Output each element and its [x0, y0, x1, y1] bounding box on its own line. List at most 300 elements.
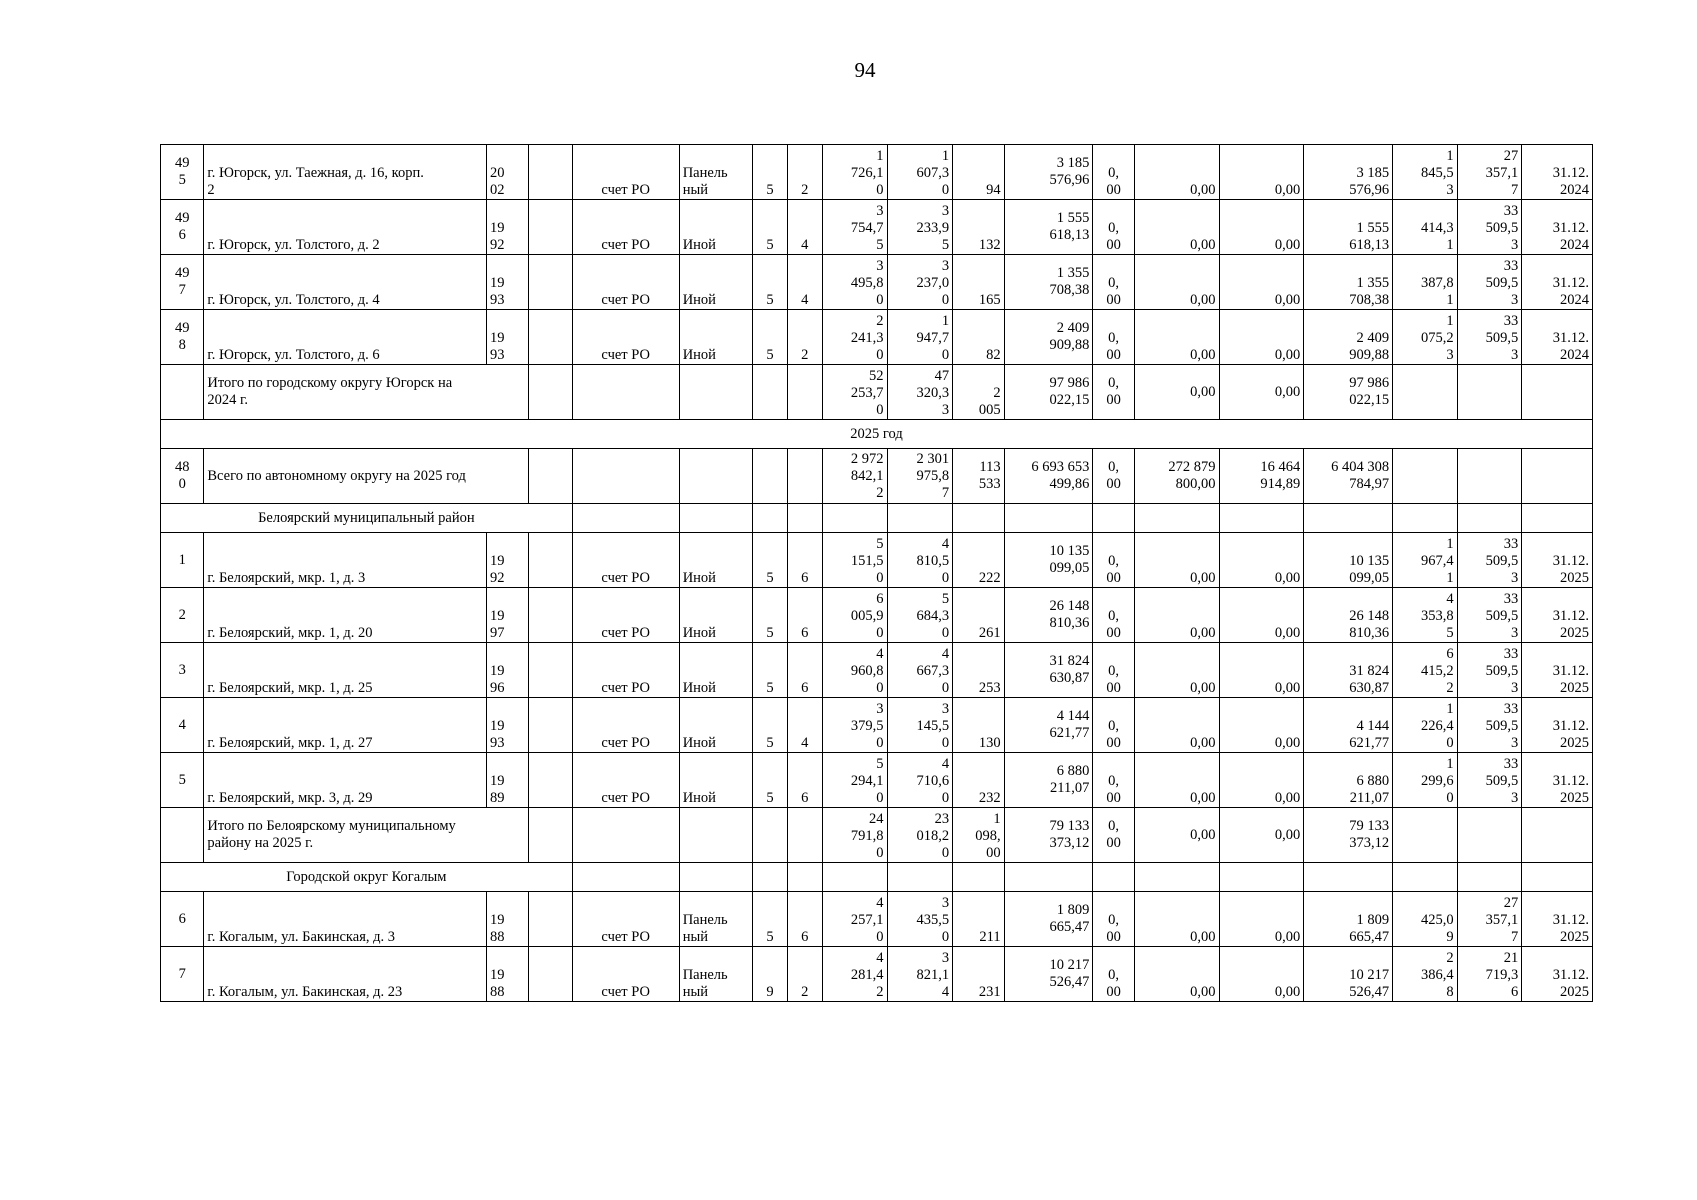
commission-year-cell: 19 93	[486, 255, 528, 310]
empty-cell	[787, 365, 822, 420]
empty-cell	[953, 504, 1004, 533]
unit-cost-cell: 1 075,2 3	[1393, 310, 1458, 365]
max-unit-cost-cell: 27 357,1 7	[1457, 892, 1522, 947]
wall-material-cell: Иной	[679, 255, 753, 310]
wall-material-cell: Иной	[679, 310, 753, 365]
total-cost-cell: 6 693 653 499,86	[1004, 449, 1093, 504]
fund-method-cell: счет РО	[572, 698, 679, 753]
empty-cell	[529, 145, 572, 200]
fund-source-3-cell: 0,00	[1219, 643, 1304, 698]
max-unit-cost-cell: 27 357,1 7	[1457, 145, 1522, 200]
building-row	[161, 255, 1593, 310]
fund-source-1-cell: 0, 00	[1093, 892, 1134, 947]
fund-source-4-cell: 10 217 526,47	[1304, 947, 1393, 1002]
total-area-cell: 3 379,5 0	[822, 698, 887, 753]
total-area-cell: 52 253,7 0	[822, 365, 887, 420]
empty-cell	[1093, 504, 1134, 533]
floors-cell: 5	[753, 753, 787, 808]
total-cost-cell: 97 986 022,15	[1004, 365, 1093, 420]
building-row	[161, 200, 1593, 255]
capital-repair-table	[160, 144, 1593, 1002]
building-row	[161, 643, 1593, 698]
floors-cell: 9	[753, 947, 787, 1002]
floors-cell: 5	[753, 255, 787, 310]
fund-method-cell: счет РО	[572, 947, 679, 1002]
empty-cell	[1522, 808, 1593, 863]
floors-cell: 5	[753, 698, 787, 753]
unit-cost-cell: 1 226,4 0	[1393, 698, 1458, 753]
empty-cell	[1522, 449, 1593, 504]
completion-date-cell: 31.12. 2025	[1522, 753, 1593, 808]
empty-cell	[1457, 863, 1522, 892]
fund-source-2-cell: 0,00	[1134, 698, 1219, 753]
fund-source-2-cell: 0,00	[1134, 808, 1219, 863]
empty-cell	[753, 504, 787, 533]
total-area-cell: 3 495,8 0	[822, 255, 887, 310]
empty-cell	[529, 365, 572, 420]
commission-year-cell: 19 93	[486, 698, 528, 753]
empty-cell	[529, 643, 572, 698]
fund-source-2-cell: 272 879 800,00	[1134, 449, 1219, 504]
fund-source-3-cell: 16 464 914,89	[1219, 449, 1304, 504]
commission-year-cell: 19 97	[486, 588, 528, 643]
fund-method-cell: счет РО	[572, 533, 679, 588]
fund-source-4-cell: 3 185 576,96	[1304, 145, 1393, 200]
residents-cell: 1 098, 00	[953, 808, 1004, 863]
total-area-cell: 3 754,7 5	[822, 200, 887, 255]
empty-cell	[822, 504, 887, 533]
fund-source-4-cell: 10 135 099,05	[1304, 533, 1393, 588]
total-cost-cell: 31 824 630,87	[1004, 643, 1093, 698]
year-header-cell: 2025 год	[161, 420, 1593, 449]
total-cost-cell: 79 133 373,12	[1004, 808, 1093, 863]
grand-total-label-cell: Всего по автономному округу на 2025 год	[204, 449, 529, 504]
living-area-cell: 47 320,3 3	[887, 365, 953, 420]
commission-year-cell: 19 92	[486, 533, 528, 588]
max-unit-cost-cell: 33 509,5 3	[1457, 200, 1522, 255]
fund-method-cell: счет РО	[572, 588, 679, 643]
completion-date-cell: 31.12. 2025	[1522, 588, 1593, 643]
empty-cell	[887, 504, 953, 533]
empty-cell	[529, 449, 572, 504]
empty-cell	[1457, 504, 1522, 533]
residents-cell: 2 005	[953, 365, 1004, 420]
fund-source-1-cell: 0, 00	[1093, 449, 1134, 504]
empty-cell	[529, 588, 572, 643]
empty-cell	[1393, 449, 1458, 504]
living-area-cell: 4 810,5 0	[887, 533, 953, 588]
address-cell: г. Белоярский, мкр. 1, д. 27	[204, 698, 487, 753]
residents-cell: 82	[953, 310, 1004, 365]
fund-source-4-cell: 6 404 308 784,97	[1304, 449, 1393, 504]
residents-cell: 222	[953, 533, 1004, 588]
address-cell: г. Югорск, ул. Таежная, д. 16, корп. 2	[204, 145, 487, 200]
building-row	[161, 145, 1593, 200]
fund-source-1-cell: 0, 00	[1093, 145, 1134, 200]
fund-source-1-cell: 0, 00	[1093, 255, 1134, 310]
residents-cell: 231	[953, 947, 1004, 1002]
commission-year-cell: 19 93	[486, 310, 528, 365]
completion-date-cell: 31.12. 2024	[1522, 310, 1593, 365]
unit-cost-cell: 1 845,5 3	[1393, 145, 1458, 200]
empty-cell	[529, 947, 572, 1002]
entrances-cell: 4	[787, 698, 822, 753]
fund-source-2-cell: 0,00	[1134, 588, 1219, 643]
fund-source-2-cell: 0,00	[1134, 643, 1219, 698]
fund-source-1-cell: 0, 00	[1093, 365, 1134, 420]
empty-cell	[1004, 863, 1093, 892]
fund-source-3-cell: 0,00	[1219, 753, 1304, 808]
empty-cell	[529, 533, 572, 588]
total-area-cell: 24 791,8 0	[822, 808, 887, 863]
empty-cell	[822, 863, 887, 892]
living-area-cell: 3 237,0 0	[887, 255, 953, 310]
empty-cell	[1093, 863, 1134, 892]
fund-source-1-cell: 0, 00	[1093, 698, 1134, 753]
empty-cell	[572, 863, 679, 892]
empty-cell	[1522, 504, 1593, 533]
residents-cell: 94	[953, 145, 1004, 200]
unit-cost-cell: 1 299,6 0	[1393, 753, 1458, 808]
unit-cost-cell: 6 415,2 2	[1393, 643, 1458, 698]
empty-cell	[572, 365, 679, 420]
fund-source-1-cell: 0, 00	[1093, 753, 1134, 808]
unit-cost-cell: 1 967,4 1	[1393, 533, 1458, 588]
total-area-cell: 2 241,3 0	[822, 310, 887, 365]
fund-source-4-cell: 6 880 211,07	[1304, 753, 1393, 808]
address-cell: г. Югорск, ул. Толстого, д. 2	[204, 200, 487, 255]
empty-cell	[1457, 449, 1522, 504]
address-cell: г. Белоярский, мкр. 1, д. 25	[204, 643, 487, 698]
completion-date-cell: 31.12. 2025	[1522, 643, 1593, 698]
wall-material-cell: Иной	[679, 753, 753, 808]
empty-cell	[1457, 365, 1522, 420]
empty-cell	[679, 449, 753, 504]
empty-cell	[572, 449, 679, 504]
empty-cell	[1393, 863, 1458, 892]
building-row	[161, 892, 1593, 947]
row-number-cell: 2	[161, 588, 204, 643]
residents-cell: 211	[953, 892, 1004, 947]
fund-method-cell: счет РО	[572, 892, 679, 947]
unit-cost-cell: 387,8 1	[1393, 255, 1458, 310]
region-header-cell: Белоярский муниципальный район	[161, 504, 573, 533]
fund-source-4-cell: 31 824 630,87	[1304, 643, 1393, 698]
residents-cell: 165	[953, 255, 1004, 310]
row-number-cell: 1	[161, 533, 204, 588]
empty-cell	[679, 504, 753, 533]
max-unit-cost-cell: 33 509,5 3	[1457, 310, 1522, 365]
empty-cell	[1393, 808, 1458, 863]
wall-material-cell: Панель ный	[679, 145, 753, 200]
entrances-cell: 6	[787, 588, 822, 643]
commission-year-cell: 20 02	[486, 145, 528, 200]
max-unit-cost-cell: 33 509,5 3	[1457, 588, 1522, 643]
floors-cell: 5	[753, 145, 787, 200]
fund-source-2-cell: 0,00	[1134, 365, 1219, 420]
building-row	[161, 310, 1593, 365]
fund-source-3-cell: 0,00	[1219, 255, 1304, 310]
total-cost-cell: 4 144 621,77	[1004, 698, 1093, 753]
total-area-cell: 5 294,1 0	[822, 753, 887, 808]
total-area-cell: 5 151,5 0	[822, 533, 887, 588]
fund-source-4-cell: 97 986 022,15	[1304, 365, 1393, 420]
row-number-cell: 3	[161, 643, 204, 698]
page-number: 94	[854, 58, 876, 82]
empty-cell	[679, 365, 753, 420]
region-header-row	[161, 504, 1593, 533]
empty-cell	[1522, 365, 1593, 420]
empty-cell	[753, 449, 787, 504]
address-cell: г. Белоярский, мкр. 1, д. 3	[204, 533, 487, 588]
total-cost-cell: 10 217 526,47	[1004, 947, 1093, 1002]
empty-cell	[1457, 808, 1522, 863]
fund-source-3-cell: 0,00	[1219, 533, 1304, 588]
wall-material-cell: Иной	[679, 588, 753, 643]
entrances-cell: 2	[787, 145, 822, 200]
completion-date-cell: 31.12. 2025	[1522, 892, 1593, 947]
empty-cell	[1522, 863, 1593, 892]
max-unit-cost-cell: 21 719,3 6	[1457, 947, 1522, 1002]
empty-cell	[787, 504, 822, 533]
entrances-cell: 4	[787, 200, 822, 255]
fund-method-cell: счет РО	[572, 145, 679, 200]
empty-cell	[1004, 504, 1093, 533]
entrances-cell: 2	[787, 310, 822, 365]
fund-source-4-cell: 1 809 665,47	[1304, 892, 1393, 947]
address-cell: г. Югорск, ул. Толстого, д. 6	[204, 310, 487, 365]
entrances-cell: 6	[787, 892, 822, 947]
fund-source-4-cell: 2 409 909,88	[1304, 310, 1393, 365]
empty-cell	[887, 863, 953, 892]
total-cost-cell: 1 555 618,13	[1004, 200, 1093, 255]
empty-cell	[787, 808, 822, 863]
fund-source-3-cell: 0,00	[1219, 698, 1304, 753]
fund-source-2-cell: 0,00	[1134, 947, 1219, 1002]
row-number-cell: 49 6	[161, 200, 204, 255]
fund-source-1-cell: 0, 00	[1093, 533, 1134, 588]
unit-cost-cell: 2 386,4 8	[1393, 947, 1458, 1002]
address-cell: г. Когалым, ул. Бакинская, д. 23	[204, 947, 487, 1002]
fund-method-cell: счет РО	[572, 310, 679, 365]
row-number-cell: 4	[161, 698, 204, 753]
empty-cell	[529, 200, 572, 255]
empty-cell	[753, 863, 787, 892]
total-cost-cell: 1 355 708,38	[1004, 255, 1093, 310]
grand-total-row	[161, 449, 1593, 504]
wall-material-cell: Панель ный	[679, 947, 753, 1002]
empty-cell	[753, 808, 787, 863]
address-cell: г. Когалым, ул. Бакинская, д. 3	[204, 892, 487, 947]
fund-source-2-cell: 0,00	[1134, 145, 1219, 200]
empty-cell	[529, 892, 572, 947]
completion-date-cell: 31.12. 2024	[1522, 255, 1593, 310]
living-area-cell: 4 710,6 0	[887, 753, 953, 808]
fund-source-3-cell: 0,00	[1219, 365, 1304, 420]
fund-source-2-cell: 0,00	[1134, 310, 1219, 365]
wall-material-cell: Панель ный	[679, 892, 753, 947]
empty-cell	[753, 365, 787, 420]
empty-cell	[529, 310, 572, 365]
region-header-row	[161, 863, 1593, 892]
floors-cell: 5	[753, 310, 787, 365]
address-cell: г. Белоярский, мкр. 1, д. 20	[204, 588, 487, 643]
commission-year-cell: 19 89	[486, 753, 528, 808]
living-area-cell: 23 018,2 0	[887, 808, 953, 863]
floors-cell: 5	[753, 533, 787, 588]
living-area-cell: 2 301 975,8 7	[887, 449, 953, 504]
completion-date-cell: 31.12. 2025	[1522, 698, 1593, 753]
row-number-cell: 49 5	[161, 145, 204, 200]
fund-source-1-cell: 0, 00	[1093, 588, 1134, 643]
fund-source-3-cell: 0,00	[1219, 892, 1304, 947]
address-cell: г. Белоярский, мкр. 3, д. 29	[204, 753, 487, 808]
completion-date-cell: 31.12. 2024	[1522, 200, 1593, 255]
max-unit-cost-cell: 33 509,5 3	[1457, 698, 1522, 753]
max-unit-cost-cell: 33 509,5 3	[1457, 753, 1522, 808]
row-number-cell: 7	[161, 947, 204, 1002]
empty-cell	[787, 449, 822, 504]
commission-year-cell: 19 88	[486, 947, 528, 1002]
empty-cell	[1134, 504, 1219, 533]
residents-cell: 261	[953, 588, 1004, 643]
empty-cell	[1393, 365, 1458, 420]
fund-method-cell: счет РО	[572, 753, 679, 808]
living-area-cell: 1 947,7 0	[887, 310, 953, 365]
floors-cell: 5	[753, 643, 787, 698]
empty-cell	[161, 808, 204, 863]
fund-source-2-cell: 0,00	[1134, 255, 1219, 310]
empty-cell	[1134, 863, 1219, 892]
entrances-cell: 6	[787, 643, 822, 698]
building-row	[161, 588, 1593, 643]
total-area-cell: 4 281,4 2	[822, 947, 887, 1002]
empty-cell	[529, 808, 572, 863]
residents-cell: 232	[953, 753, 1004, 808]
total-cost-cell: 2 409 909,88	[1004, 310, 1093, 365]
fund-source-4-cell: 79 133 373,12	[1304, 808, 1393, 863]
fund-source-2-cell: 0,00	[1134, 892, 1219, 947]
entrances-cell: 6	[787, 533, 822, 588]
commission-year-cell: 19 88	[486, 892, 528, 947]
fund-source-3-cell: 0,00	[1219, 808, 1304, 863]
fund-source-3-cell: 0,00	[1219, 588, 1304, 643]
fund-source-3-cell: 0,00	[1219, 145, 1304, 200]
fund-source-1-cell: 0, 00	[1093, 808, 1134, 863]
building-row	[161, 753, 1593, 808]
wall-material-cell: Иной	[679, 643, 753, 698]
total-area-cell: 2 972 842,1 2	[822, 449, 887, 504]
total-area-cell: 4 960,8 0	[822, 643, 887, 698]
entrances-cell: 2	[787, 947, 822, 1002]
empty-cell	[1219, 863, 1304, 892]
fund-source-2-cell: 0,00	[1134, 533, 1219, 588]
empty-cell	[679, 863, 753, 892]
empty-cell	[572, 808, 679, 863]
completion-date-cell: 31.12. 2024	[1522, 145, 1593, 200]
row-number-cell: 6	[161, 892, 204, 947]
building-row	[161, 698, 1593, 753]
total-area-cell: 1 726,1 0	[822, 145, 887, 200]
living-area-cell: 3 145,5 0	[887, 698, 953, 753]
empty-cell	[1219, 504, 1304, 533]
living-area-cell: 3 821,1 4	[887, 947, 953, 1002]
empty-cell	[529, 698, 572, 753]
max-unit-cost-cell: 33 509,5 3	[1457, 255, 1522, 310]
fund-method-cell: счет РО	[572, 643, 679, 698]
residents-cell: 132	[953, 200, 1004, 255]
living-area-cell: 5 684,3 0	[887, 588, 953, 643]
residents-cell: 253	[953, 643, 1004, 698]
total-cost-cell: 1 809 665,47	[1004, 892, 1093, 947]
commission-year-cell: 19 92	[486, 200, 528, 255]
address-cell: г. Югорск, ул. Толстого, д. 4	[204, 255, 487, 310]
row-number-cell: 49 7	[161, 255, 204, 310]
residents-cell: 113 533	[953, 449, 1004, 504]
completion-date-cell: 31.12. 2025	[1522, 533, 1593, 588]
living-area-cell: 1 607,3 0	[887, 145, 953, 200]
row-number-cell: 49 8	[161, 310, 204, 365]
max-unit-cost-cell: 33 509,5 3	[1457, 533, 1522, 588]
total-cost-cell: 10 135 099,05	[1004, 533, 1093, 588]
fund-source-1-cell: 0, 00	[1093, 310, 1134, 365]
fund-method-cell: счет РО	[572, 255, 679, 310]
entrances-cell: 4	[787, 255, 822, 310]
region-header-cell: Городской округ Когалым	[161, 863, 573, 892]
living-area-cell: 3 435,5 0	[887, 892, 953, 947]
total-area-cell: 4 257,1 0	[822, 892, 887, 947]
commission-year-cell: 19 96	[486, 643, 528, 698]
living-area-cell: 3 233,9 5	[887, 200, 953, 255]
total-cost-cell: 6 880 211,07	[1004, 753, 1093, 808]
row-number-cell: 48 0	[161, 449, 204, 504]
empty-cell	[1304, 504, 1393, 533]
empty-cell	[529, 255, 572, 310]
fund-source-4-cell: 1 355 708,38	[1304, 255, 1393, 310]
fund-source-2-cell: 0,00	[1134, 200, 1219, 255]
empty-cell	[572, 504, 679, 533]
wall-material-cell: Иной	[679, 533, 753, 588]
fund-source-4-cell: 4 144 621,77	[1304, 698, 1393, 753]
total-area-cell: 6 005,9 0	[822, 588, 887, 643]
fund-source-2-cell: 0,00	[1134, 753, 1219, 808]
subtotal-row	[161, 808, 1593, 863]
building-row	[161, 947, 1593, 1002]
empty-cell	[1393, 504, 1458, 533]
living-area-cell: 4 667,3 0	[887, 643, 953, 698]
building-row	[161, 533, 1593, 588]
unit-cost-cell: 4 353,8 5	[1393, 588, 1458, 643]
fund-source-1-cell: 0, 00	[1093, 643, 1134, 698]
max-unit-cost-cell: 33 509,5 3	[1457, 643, 1522, 698]
unit-cost-cell: 425,0 9	[1393, 892, 1458, 947]
year-header-row	[161, 420, 1593, 449]
fund-source-3-cell: 0,00	[1219, 200, 1304, 255]
fund-source-4-cell: 1 555 618,13	[1304, 200, 1393, 255]
subtotal-label-cell: Итого по городскому округу Югорск на 2024 г.	[204, 365, 529, 420]
fund-method-cell: счет РО	[572, 200, 679, 255]
fund-source-4-cell: 26 148 810,36	[1304, 588, 1393, 643]
total-cost-cell: 3 185 576,96	[1004, 145, 1093, 200]
wall-material-cell: Иной	[679, 200, 753, 255]
fund-source-3-cell: 0,00	[1219, 947, 1304, 1002]
empty-cell	[529, 753, 572, 808]
entrances-cell: 6	[787, 753, 822, 808]
floors-cell: 5	[753, 200, 787, 255]
row-number-cell: 5	[161, 753, 204, 808]
total-cost-cell: 26 148 810,36	[1004, 588, 1093, 643]
empty-cell	[161, 365, 204, 420]
